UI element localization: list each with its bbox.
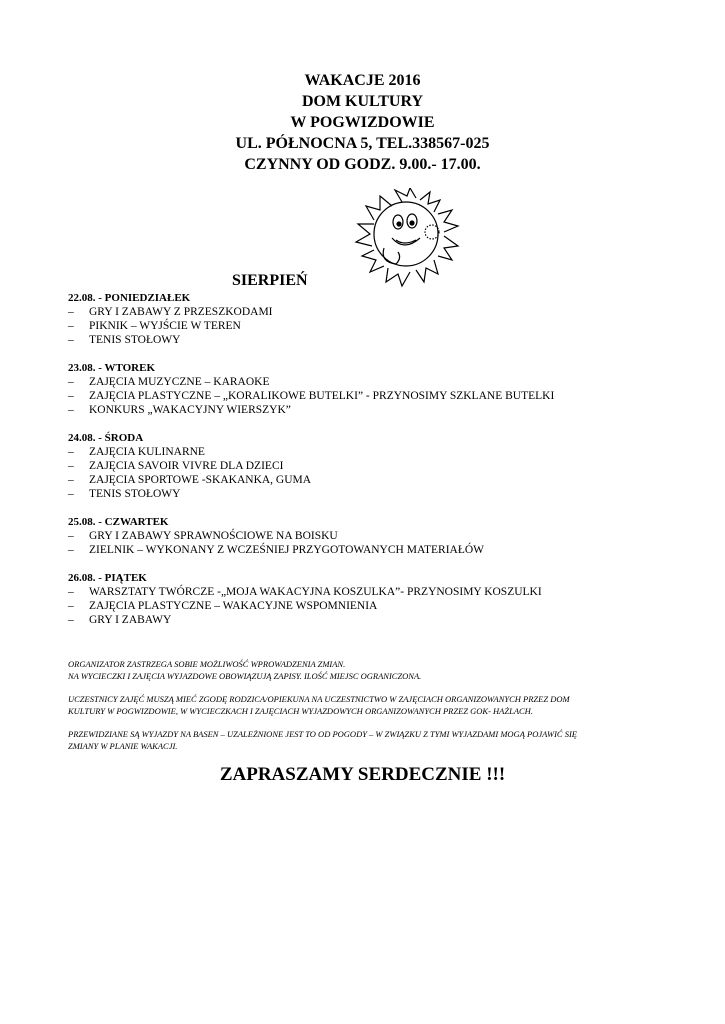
bullet-dash: –: [68, 320, 74, 332]
activity-text: WARSZTATY TWÓRCZE -„MOJA WAKACYJNA KOSZULKA”- PRZYNOSIMY KOSZULKI: [89, 586, 542, 598]
schedule: [68, 291, 668, 641]
note-paragraph: [68, 693, 668, 717]
header: [0, 70, 725, 175]
note-line: ZMIANY W PLANIE WAKACJI.: [68, 741, 178, 751]
notes-section: [68, 658, 668, 763]
day-title: 22.08. - PONIEDZIAŁEK: [68, 292, 191, 304]
day-title: 23.08. - WTOREK: [68, 362, 155, 374]
activity-item: [68, 585, 668, 599]
header-location: W POGWIZDOWIE: [290, 114, 435, 131]
note-line: PRZEWIDZIANE SĄ WYJAZDY NA BASEN – UZALEŻNIONE JEST TO OD POGODY – W ZWIĄZKU Z TYMI WYJAZDAMI MOGĄ POJAWIĆ SIĘ: [68, 729, 577, 739]
bullet-dash: –: [68, 600, 74, 612]
header-address: UL. PÓŁNOCNA 5, TEL.338567-025: [235, 135, 490, 152]
activity-item: [68, 459, 668, 473]
activity-text: ZIELNIK – WYKONANY Z WCZEŚNIEJ PRZYGOTOWANYCH MATERIAŁÓW: [89, 544, 485, 556]
note-paragraph: [68, 658, 668, 682]
bullet-dash: –: [68, 460, 74, 472]
activity-text: GRY I ZABAWY Z PRZESZKODAMI: [89, 306, 273, 318]
note-line: UCZESTNICY ZAJĘĆ MUSZĄ MIEĆ ZGODĘ RODZICA/OPIEKUNA NA UCZESTNICTWO W ZAJĘCIACH ORGANIZOWANYCH PRZEZ DOM: [68, 694, 570, 704]
activity-item: [68, 319, 668, 333]
activity-text: ZAJĘCIA PLASTYCZNE – „KORALIKOWE BUTELKI” - PRZYNOSIMY SZKLANE BUTELKI: [89, 390, 555, 402]
activity-item: [68, 613, 668, 627]
bullet-dash: –: [68, 488, 74, 500]
activity-text: GRY I ZABAWY: [89, 614, 172, 626]
activity-item: [68, 599, 668, 613]
activity-text: TENIS STOŁOWY: [89, 488, 181, 500]
bullet-dash: –: [68, 446, 74, 458]
sun-rays-icon: [356, 188, 458, 286]
sun-illustration: [340, 188, 465, 288]
activity-text: ZAJĘCIA SPORTOWE -SKAKANKA, GUMA: [89, 474, 312, 486]
note-line: ORGANIZATOR ZASTRZEGA SOBIE MOŻLIWOŚĆ WPROWADZENIA ZMIAN.: [68, 659, 346, 669]
activity-text: ZAJĘCIA PLASTYCZNE – WAKACYJNE WSPOMNIENIA: [89, 600, 378, 612]
note-line: KULTURY W POGWIZDOWIE, W WYCIECZKACH I ZAJĘCIACH WYJAZDOWYCH ORGANIZOWANYCH PRZEZ GOK- HAŻLACH.: [68, 706, 533, 716]
activity-item: [68, 403, 668, 417]
day-title: 24.08. - ŚRODA: [68, 432, 144, 444]
header-institution: DOM KULTURY: [301, 93, 424, 110]
bullet-dash: –: [68, 614, 74, 626]
bullet-dash: –: [68, 586, 74, 598]
note-line: NA WYCIECZKI I ZAJĘCIA WYJAZDOWE OBOWIĄZUJĄ ZAPISY. ILOŚĆ MIEJSC OGRANICZONA.: [68, 671, 422, 681]
activity-text: KONKURS „WAKACYJNY WIERSZYK”: [89, 404, 291, 416]
bullet-dash: –: [68, 530, 74, 542]
bullet-dash: –: [68, 474, 74, 486]
bullet-dash: –: [68, 334, 74, 346]
activity-text: ZAJĘCIA KULINARNE: [89, 446, 205, 458]
header-hours: CZYNNY OD GODZ. 9.00.- 17.00.: [244, 156, 481, 173]
note-paragraph: [68, 728, 668, 752]
activity-item: [68, 333, 668, 347]
activity-item: [68, 543, 668, 557]
activity-text: TENIS STOŁOWY: [89, 334, 181, 346]
bullet-dash: –: [68, 404, 74, 416]
activity-text: PIKNIK – WYJŚCIE W TEREN: [89, 320, 241, 332]
schedule-day: [68, 431, 668, 501]
header-title: WAKACJE 2016: [304, 72, 421, 89]
activity-text: ZAJĘCIA SAVOIR VIVRE DLA DZIECI: [89, 460, 284, 472]
schedule-day: [68, 515, 668, 557]
schedule-day: [68, 291, 668, 347]
activity-item: [68, 305, 668, 319]
day-title: 25.08. - CZWARTEK: [68, 516, 169, 528]
activity-item: [68, 473, 668, 487]
activity-item: [68, 487, 668, 501]
schedule-day: [68, 361, 668, 417]
activity-item: [68, 529, 668, 543]
month-heading: SIERPIEŃ: [232, 272, 308, 289]
day-title: 26.08. - PIĄTEK: [68, 572, 147, 584]
bullet-dash: –: [68, 544, 74, 556]
bullet-dash: –: [68, 390, 74, 402]
bullet-dash: –: [68, 376, 74, 388]
activity-text: GRY I ZABAWY SPRAWNOŚCIOWE NA BOISKU: [89, 530, 338, 542]
activity-item: [68, 389, 668, 403]
activity-text: ZAJĘCIA MUZYCZNE – KARAOKE: [89, 376, 270, 388]
closing-invitation: ZAPRASZAMY SERDECZNIE !!!: [219, 764, 506, 785]
activity-item: [68, 375, 668, 389]
activity-item: [68, 445, 668, 459]
schedule-day: [68, 571, 668, 627]
bullet-dash: –: [68, 306, 74, 318]
